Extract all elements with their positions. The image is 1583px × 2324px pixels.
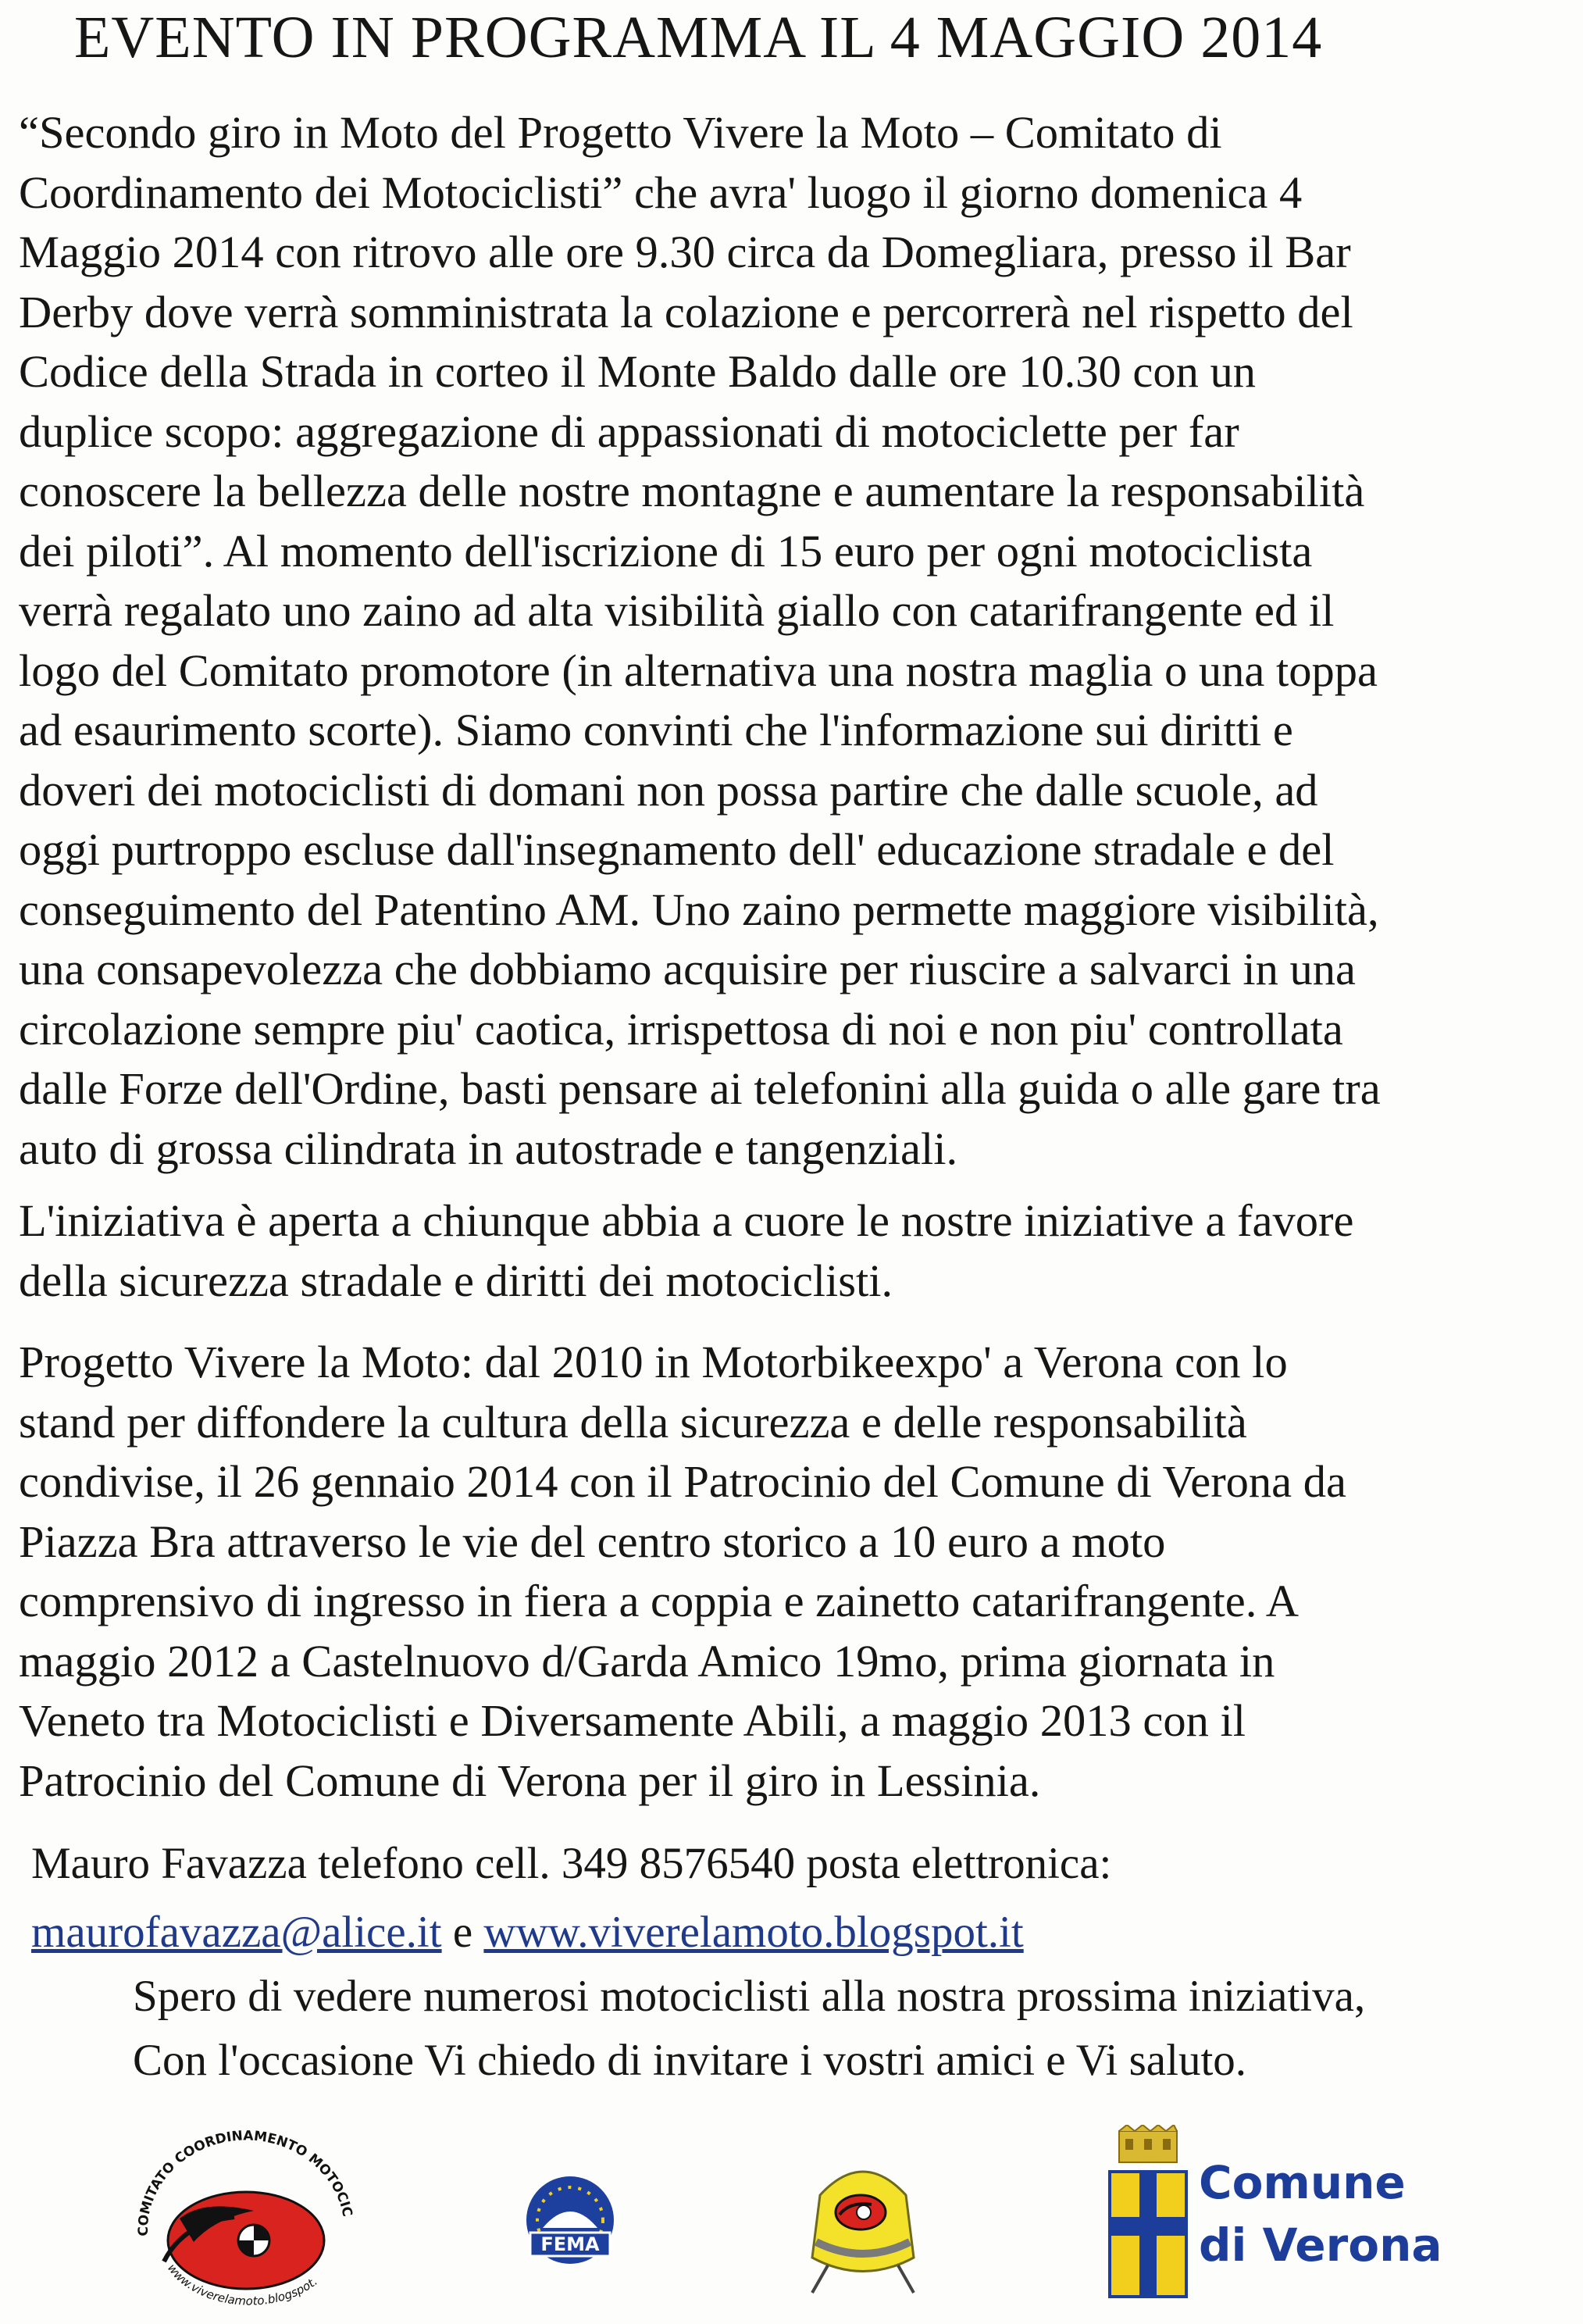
text-line: Codice della Strada in corteo il Monte Baldo dalle ore 10.30 con un <box>19 346 1256 397</box>
text-line: della sicurezza stradale e diritti dei motociclisti. <box>19 1255 893 1306</box>
page-title: EVENTO IN PROGRAMMA IL 4 MAGGIO 2014 <box>74 5 1323 70</box>
contact-links-line <box>31 1898 1583 1967</box>
text-line: Con l'occasione Vi chiedo di invitare i vostri amici e Vi saluto. <box>133 2036 1247 2085</box>
backpack-logo <box>797 2156 929 2297</box>
text-line: duplice scopo: aggregazione di appassionati di motociclette per far <box>19 405 1239 457</box>
text-line: dei piloti”. Al momento dell'iscrizione di 15 euro per ogni motociclista <box>19 525 1313 577</box>
paragraph-event-description <box>19 103 1573 1179</box>
text-line: Progetto Vivere la Moto: dal 2010 in Motorbikeexpo' a Verona con lo <box>19 1337 1288 1387</box>
text-line: conoscere la bellezza delle nostre montagne e aumentare la responsabilità <box>19 466 1365 516</box>
text-line: Piazza Bra attraverso le vie del centro storico a 10 euro a moto <box>19 1515 1166 1567</box>
ccm-ring-text: COMITATO COORDINAMENTO MOTOCIC <box>135 2128 355 2237</box>
ccm-url-text: www.viverelamoto.blogspot. <box>164 2261 320 2308</box>
text-line: “Secondo giro in Moto del Progetto Vivere la Moto – Comitato di <box>19 107 1222 158</box>
link-separator: e <box>441 1908 484 1957</box>
text-line: circolazione sempre piu' caotica, irrispettosa di noi e non piu' controllata <box>19 1003 1343 1055</box>
text-line: auto di grossa cilindrata in autostrade e tangenziali. <box>19 1123 958 1174</box>
text-line: doveri dei motociclisti di domani non possa partire che dalle scuole, ad <box>19 764 1318 816</box>
text-line: logo del Comitato promotore (in alternativa una nostra maglia o una toppa <box>19 644 1378 696</box>
text-line: ad esaurimento scorte). Siamo convinti che l'informazione sui diritti e <box>19 705 1293 755</box>
text-line: conseguimento del Patentino AM. Uno zaino permette maggiore visibilità, <box>19 884 1379 935</box>
email-link[interactable]: maurofavazza@alice.it <box>31 1908 442 1957</box>
text-line: dalle Forze dell'Ordine, basti pensare ai telefonini alla guida o alle gare tra <box>19 1063 1381 1114</box>
text-line: stand per diffondere la cultura della sicurezza e delle responsabilità <box>19 1396 1247 1448</box>
comune-di-verona-logo <box>1105 2125 1442 2304</box>
text-line: Patrocinio del Comune di Verona per il giro in Lessinia. <box>19 1755 1041 1806</box>
paragraph-closing <box>133 1965 1583 2093</box>
text-line: Coordinamento dei Motociclisti” che avra' luogo il giorno domenica 4 <box>19 166 1303 218</box>
text-line: condivise, il 26 gennaio 2014 con il Patrocinio del Comune di Verona da <box>19 1456 1346 1507</box>
text-line: una consapevolezza che dobbiamo acquisire per riuscire a salvarci in una <box>19 944 1356 994</box>
contact-line: Mauro Favazza telefono cell. 349 8576540 posta elettronica: <box>31 1839 1112 1888</box>
fema-logo <box>519 2172 621 2281</box>
paragraph-initiative <box>19 1191 1573 1311</box>
logo-strip <box>0 2109 1583 2324</box>
verona-text-line1: Comune <box>1199 2156 1406 2209</box>
text-line: maggio 2012 a Castelnuovo d/Garda Amico 19mo, prima giornata in <box>19 1635 1275 1687</box>
text-line: Spero di vedere numerosi motociclisti alla nostra prossima iniziativa, <box>133 1972 1366 2021</box>
website-link[interactable]: www.viverelamoto.blogspot.it <box>483 1908 1024 1957</box>
text-line: L'iniziativa è aperta a chiunque abbia a cuore le nostre iniziative a favore <box>19 1195 1354 1246</box>
backpack-icon <box>797 2156 929 2297</box>
ccm-logo <box>117 2125 367 2320</box>
text-line: verrà regalato uno zaino ad alta visibilità giallo con catarifrangente ed il <box>19 585 1335 636</box>
text-line: oggi purtroppo escluse dall'insegnamento dell' educazione stradale e del <box>19 824 1335 875</box>
text-line: Maggio 2014 con ritrovo alle ore 9.30 circa da Domegliara, presso il Bar <box>19 227 1351 277</box>
paragraph-project-history <box>19 1333 1573 1811</box>
text-line: comprensivo di ingresso in fiera a coppia e zainetto catarifrangente. A <box>19 1576 1299 1626</box>
contact-block <box>31 1830 1583 1967</box>
ccm-emblem-icon <box>117 2125 367 2320</box>
fema-label: FEMA <box>540 2233 600 2255</box>
verona-text-line2: di Verona <box>1199 2219 1442 2272</box>
fema-emblem-icon <box>519 2172 621 2281</box>
text-line: Derby dove verrà somministrata la colazione e percorrerà nel rispetto del <box>19 286 1353 337</box>
text-line: Veneto tra Motociclisti e Diversamente Abili, a maggio 2013 con il <box>19 1695 1246 1746</box>
verona-crest-icon <box>1105 2125 1191 2304</box>
